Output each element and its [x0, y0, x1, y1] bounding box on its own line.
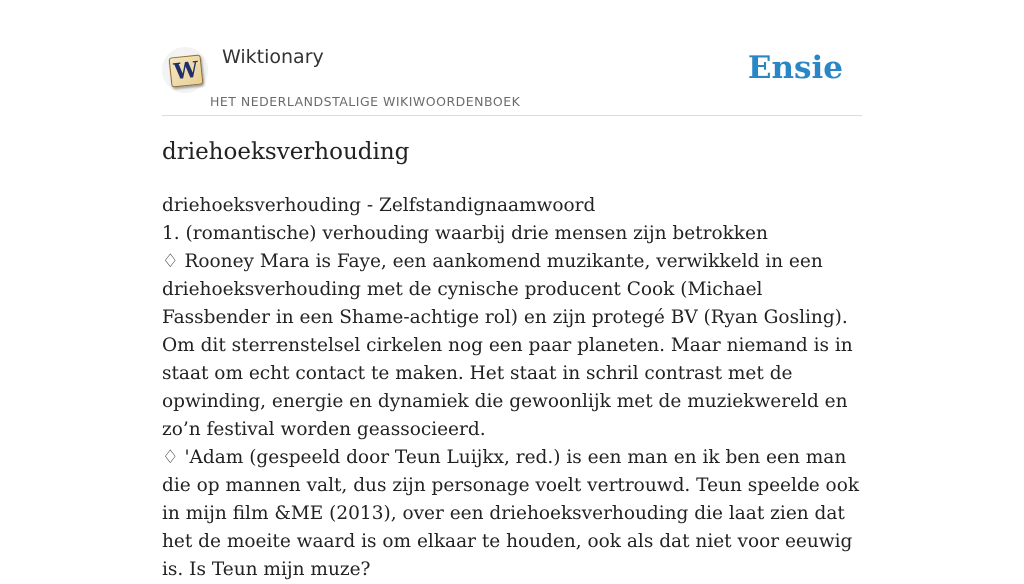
- site-tagline: HET NEDERLANDSTALIGE WIKIWOORDENBOEK: [210, 94, 521, 109]
- page-container: [162, 0, 862, 580]
- page-title: driehoeksverhouding: [162, 139, 410, 165]
- example-sentence: ♢ 'Adam (gespeeld door Teun Luijkx, red.) is een man en ik ben een man die op mannen valt, dus zijn personage voelt vertrouwd. Teun speelde ook in mijn film &ME (2013), over een driehoeksverhouding die laat zien dat het de moeite waard is om elkaar te houden, ook als dat niet voor eeuwig is. Is Teun mijn muze?: [162, 447, 860, 580]
- example-sentence: ♢ Rooney Mara is Faye, een aankomend muzikante, verwikkeld in een driehoeksverhouding met de cynische producent Cook (Michael Fassbender in een Shame-achtige rol) en zijn protegé BV (Ryan Gosling). Om dit sterrenstelsel cirkelen nog een paar planeten. Maar niemand is in staat om echt contact te maken. Het staat in schril contrast met de opwinding, energie en dynamiek die gewoonlijk met de muziekwereld en zo’n festival worden geassocieerd.: [162, 251, 853, 440]
- site-title[interactable]: Wiktionary: [222, 46, 324, 68]
- entry-heading: driehoeksverhouding - Zelfstandignaamwoord: [162, 195, 596, 216]
- site-logo[interactable]: [162, 47, 208, 93]
- wiktionary-tile-icon: W: [169, 54, 204, 87]
- entry-definition: 1. (romantische) verhouding waarbij drie mensen zijn betrokken: [162, 223, 768, 244]
- site-header: [162, 0, 862, 116]
- entry-content: [162, 192, 867, 584]
- ensie-brand-link[interactable]: Ensie: [747, 50, 843, 86]
